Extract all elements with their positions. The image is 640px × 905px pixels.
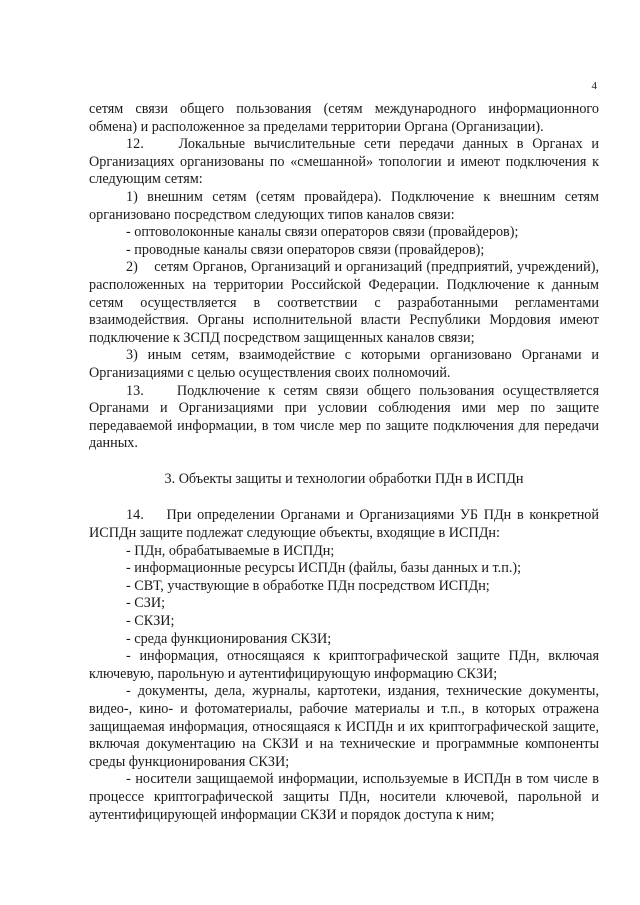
- list-item-info-resources: - информационные ресурсы ИСПДн (файлы, базы данных и т.п.);: [126, 560, 522, 577]
- list-item-other-networks: 3) иным сетям, взаимодействие с которыми организовано Органами и Организациями с целью осуществления своих полномочий.: [89, 347, 599, 381]
- paragraph-14: 14. При определении Органами и Организациями УБ ПДн в конкретной ИСПДн защите подлежат следующие объекты, входящие в ИСПДн:: [89, 507, 599, 542]
- list-item-svt: - СВТ, участвующие в обработке ПДн посредством ИСПДн;: [126, 577, 490, 594]
- list-item-crypto-info: - информация, относящаяся к криптографической защите ПДн, включая ключевую, парольную и аутентифицирующую информацию СКЗИ;: [89, 648, 599, 682]
- paragraph-13: 13. Подключение к сетям связи общего пользования осуществляется Органами и Организациями при условии соблюдения ими мер по защите передаваемой информации, в том числе мер по защите подключения для передачи данных.: [89, 382, 599, 452]
- section-title: 3. Объекты защиты и технологии обработки ПДн в ИСПДн: [164, 470, 524, 487]
- list-item-media: - носители защищаемой информации, используемые в ИСПДн в том числе в процессе криптографической защиты ПДн, носители ключевой, парольной и аутентифицирующей информации СКЗИ и порядок доступа к ним;: [89, 771, 599, 823]
- list-item-skzi-environment: - среда функционирования СКЗИ;: [126, 630, 332, 647]
- page-number: 4: [591, 80, 597, 92]
- list-item-documents: - документы, дела, журналы, картотеки, издания, технические документы, видео-, кино- и фотоматериалы, рабочие материалы и т.п., в которых отражена защищаемая информация, относящаяся к ИСПДн и их криптографической защите, включая документацию на СКЗИ и на технические и программные компоненты среды функционирования СКЗИ;: [89, 683, 599, 770]
- list-item-wired-channels: - проводные каналы связи операторов связи (провайдеров);: [126, 241, 485, 258]
- list-item-external-networks: 1) внешним сетям (сетям провайдера). Подключение к внешним сетям организовано посредством следующих типов каналов связи:: [89, 188, 599, 223]
- list-item-fiber-channels: - оптоволоконные каналы связи операторов связи (провайдеров);: [126, 224, 519, 241]
- document-body: [89, 101, 599, 824]
- list-item-agency-networks: 2) сетям Органов, Организаций и организаций (предприятий, учреждений), расположенных на территории Российской Федерации. Подключение к данным сетям осуществляется в соответствии с разработанными регламентами взаимодействия. Органы исполнительной власти Республики Мордовия имеют подключение к ЗСПД посредством защищенных каналов связи;: [89, 259, 599, 346]
- paragraph-continuation: сетям связи общего пользования (сетям международного информационного обмена) и расположенное за пределами территории Органа (Организации).: [89, 101, 599, 135]
- paragraph-12: 12. Локальные вычислительные сети передачи данных в Органах и Организациях организованы по «смешанной» топологии и имеют подключения к следующим сетям:: [89, 136, 599, 188]
- list-item-szi: - СЗИ;: [126, 595, 166, 612]
- list-item-pdn: - ПДн, обрабатываемые в ИСПДн;: [126, 542, 335, 559]
- list-item-skzi: - СКЗИ;: [126, 613, 175, 630]
